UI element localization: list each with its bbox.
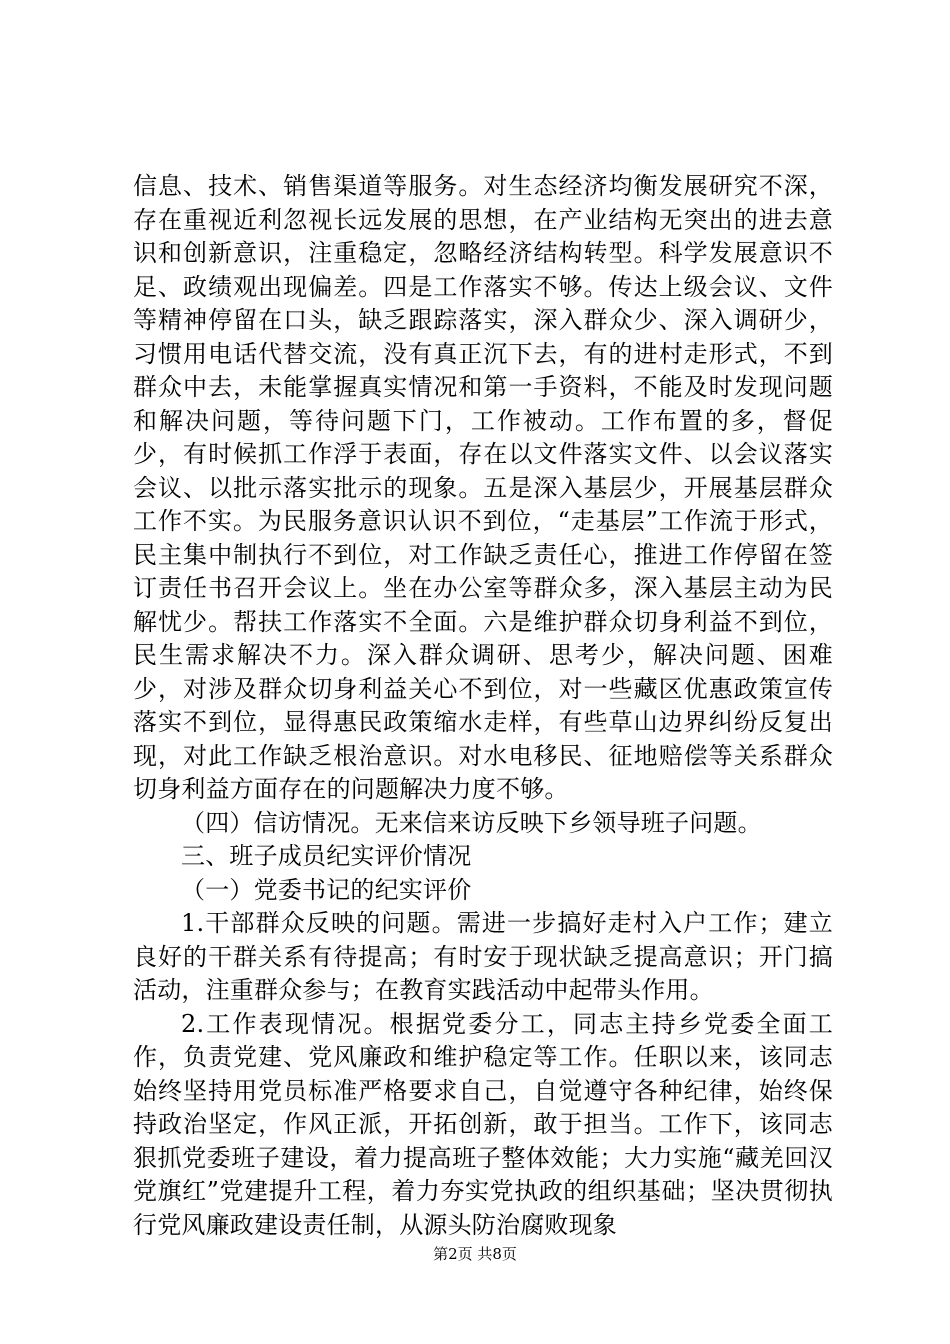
section-heading: 三、班子成员纪实评价情况 [181, 842, 472, 870]
subsection-heading: （一）党委书记的纪实评价 [181, 875, 472, 904]
page-number: 第2页 共8页 [433, 1245, 517, 1263]
paragraph-5: 1.干部群众反映的问题。需进一步搞好走村入户工作；建立良好的干群关系有待提高；有时安于现状缺乏提高意识；开门搞活动，注重群众参与；在教育实践活动中起带头作用。 [133, 909, 833, 1004]
document-body [133, 170, 833, 1242]
paragraph-6: 2.工作表现情况。根据党委分工，同志主持乡党委全面工作，负责党建、党风廉政和维护稳定等工作。任职以来，该同志始终坚持用党员标准严格要求自己，自觉遵守各种纪律，始终保持政治坚定，作风正派，开拓创新，敢于担当。工作下，该同志狠抓党委班子建设，着力提高班子整体效能；大力实施“藏羌回汉党旗红”党建提升工程，着力夯实党执政的组织基础；坚决贯彻执行党风廉政建设责任制，从源头防治腐败现象 [133, 1009, 833, 1239]
page-footer [0, 1244, 950, 1264]
paragraph-1: 信息、技术、销售渠道等服务。对生态经济均衡发展研究不深，存在重视近利忽视长远发展的思想，在产业结构无突出的进去意识和创新意识，注重稳定，忽略经济结构转型。科学发展意识不足、政绩观出现偏差。四是工作落实不够。传达上级会议、文件等精神停留在口头，缺乏跟踪落实，深入群众少、深入调研少，习惯用电话代替交流，没有真正沉下去，有的进村走形式，不到群众中去，未能掌握真实情况和第一手资料，不能及时发现问题和解决问题，等待问题下门，工作被动。工作布置的多，督促少，有时候抓工作浮于表面，存在以文件落实文件、以会议落实会议、以批示落实批示的现象。五是深入基层少，开展基层群众工作不实。为民服务意识认识不到位，“走基层”工作流于形式，民主集中制执行不到位，对工作缺乏责任心，推进工作停留在签订责任书召开会议上。坐在办公室等群众多，深入基层主动为民解忧少。帮扶工作落实不全面。六是维护群众切身利益不到位，民生需求解决不力。深入群众调研、思考少，解决问题、困难少，对涉及群众切身利益关心不到位，对一些藏区优惠政策宣传落实不到位，显得惠民政策缩水走样，有些草山边界纠纷反复出现，对此工作缺乏根治意识。对水电移民、征地赔偿等关系群众切身利益方面存在的问题解决力度不够。 [133, 172, 833, 803]
paragraph-2: （四）信访情况。无来信来访反映下乡领导班子问题。 [181, 808, 762, 837]
